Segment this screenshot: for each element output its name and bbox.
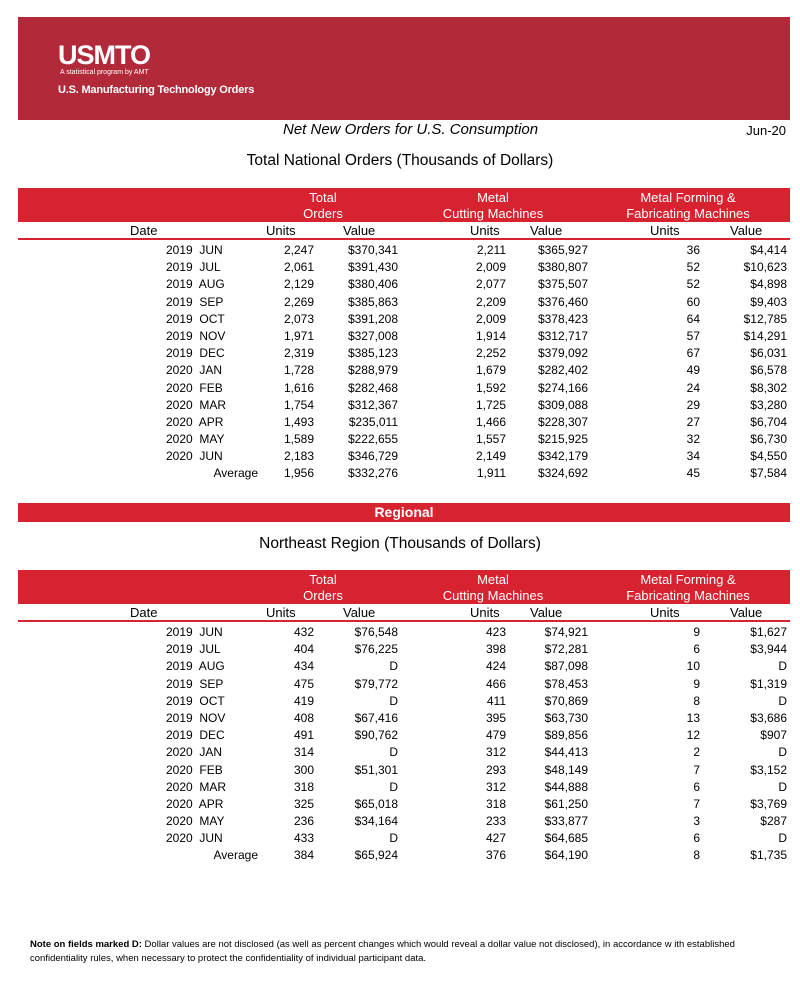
table-row bbox=[18, 311, 790, 328]
date-cell: 2020 FEB bbox=[166, 380, 223, 395]
total-units-cell: 2,183 bbox=[283, 449, 314, 464]
average-row bbox=[18, 847, 790, 864]
cutting-units-cell: 1,466 bbox=[475, 414, 506, 429]
total-units-cell: 2,061 bbox=[283, 260, 314, 275]
forming-value-cell: $12,785 bbox=[743, 311, 787, 326]
date-cell: 2020 MAR bbox=[166, 779, 227, 794]
regional-section-bar: Regional bbox=[18, 503, 790, 522]
cutting-value-cell: $70,869 bbox=[544, 693, 588, 708]
col-value: Value bbox=[530, 223, 563, 238]
date-cell: 2020 JAN bbox=[166, 745, 223, 760]
table-row bbox=[18, 294, 790, 311]
col-units: Units bbox=[470, 223, 500, 238]
forming-value-cell: D bbox=[778, 693, 787, 708]
table-row bbox=[18, 414, 790, 431]
total-units-cell: 1,728 bbox=[283, 363, 314, 378]
date-cell: 2020 MAY bbox=[166, 814, 225, 829]
forming-value-cell: D bbox=[778, 779, 787, 794]
forming-units-cell: 34 bbox=[686, 449, 700, 464]
total-units-cell: 491 bbox=[293, 728, 314, 743]
total-value-cell: D bbox=[389, 745, 398, 760]
table-row bbox=[18, 779, 790, 796]
total-units-cell: 432 bbox=[293, 625, 314, 639]
cutting-units-cell: 2,009 bbox=[475, 311, 506, 326]
date-cell: 2019 DEC bbox=[166, 728, 225, 743]
forming-units-cell: 29 bbox=[686, 397, 700, 412]
forming-value-cell: $3,152 bbox=[750, 762, 787, 777]
table-row bbox=[18, 727, 790, 744]
forming-units-cell: 64 bbox=[686, 311, 700, 326]
average-row bbox=[18, 465, 790, 482]
date-cell: 2020 JUN bbox=[166, 831, 223, 846]
forming-value-cell: $3,944 bbox=[750, 642, 787, 657]
total-units-cell: 314 bbox=[293, 745, 314, 760]
total-units-cell: 2,129 bbox=[283, 277, 314, 292]
group-total-orders: Total Orders bbox=[303, 190, 343, 221]
cutting-value-cell: $44,413 bbox=[544, 745, 588, 760]
date-cell: 2019 SEP bbox=[166, 294, 224, 309]
logo-tagline: A statistical program by AMT bbox=[60, 69, 149, 76]
total-value-cell: $312,367 bbox=[347, 397, 398, 412]
cutting-value-cell: $228,307 bbox=[537, 414, 588, 429]
cutting-units-cell: 1,679 bbox=[475, 363, 506, 378]
forming-value-cell: $6,730 bbox=[750, 432, 787, 447]
date-cell: 2019 OCT bbox=[166, 311, 225, 326]
cutting-value-cell: $89,856 bbox=[544, 728, 588, 743]
table-header bbox=[18, 570, 790, 620]
cutting-value-cell: $33,877 bbox=[544, 814, 588, 829]
date-cell: 2019 JUN bbox=[166, 625, 223, 639]
group-total-orders: Total Orders bbox=[303, 572, 343, 603]
total-units-cell: 1,956 bbox=[283, 466, 314, 481]
cutting-units-cell: 233 bbox=[485, 814, 506, 829]
date-cell: 2020 FEB bbox=[166, 762, 223, 777]
confidentiality-note bbox=[30, 938, 770, 966]
cutting-units-cell: 1,725 bbox=[475, 397, 506, 412]
cutting-units-cell: 411 bbox=[486, 693, 506, 708]
report-subtitle: Net New Orders for U.S. Consumption bbox=[283, 121, 539, 138]
forming-value-cell: $6,031 bbox=[750, 346, 787, 361]
table-row bbox=[18, 813, 790, 830]
forming-units-cell: 12 bbox=[686, 728, 700, 743]
table-row bbox=[18, 362, 790, 379]
forming-value-cell: $7,584 bbox=[750, 466, 787, 481]
total-units-cell: 1,493 bbox=[283, 414, 314, 429]
cutting-value-cell: $376,460 bbox=[537, 294, 588, 309]
cutting-value-cell: $365,927 bbox=[537, 243, 588, 257]
forming-units-cell: 49 bbox=[686, 363, 700, 378]
cutting-value-cell: $74,921 bbox=[544, 625, 588, 639]
col-value: Value bbox=[530, 605, 563, 620]
total-units-cell: 2,319 bbox=[283, 346, 314, 361]
total-value-cell: $51,301 bbox=[354, 762, 398, 777]
table-row bbox=[18, 641, 790, 658]
cutting-value-cell: $87,098 bbox=[544, 659, 588, 674]
group-metal-forming: Metal Forming & Fabricating Machines bbox=[626, 572, 750, 603]
cutting-units-cell: 479 bbox=[485, 728, 506, 743]
total-value-cell: D bbox=[389, 831, 398, 846]
group-metal-forming: Metal Forming & Fabricating Machines bbox=[626, 190, 750, 221]
total-value-cell: $346,729 bbox=[347, 449, 398, 464]
cutting-units-cell: 293 bbox=[485, 762, 506, 777]
regional-table bbox=[18, 570, 790, 863]
cutting-value-cell: $312,717 bbox=[537, 328, 588, 343]
date-cell: 2019 OCT bbox=[166, 693, 225, 708]
forming-value-cell: $4,414 bbox=[750, 243, 787, 257]
total-units-cell: 408 bbox=[293, 710, 314, 725]
date-cell: 2019 AUG bbox=[166, 659, 225, 674]
total-units-cell: 475 bbox=[293, 676, 314, 691]
forming-units-cell: 67 bbox=[686, 346, 700, 361]
date-cell: Average bbox=[213, 848, 258, 863]
total-units-cell: 404 bbox=[293, 642, 314, 657]
date-cell: 2020 APR bbox=[166, 796, 224, 811]
total-units-cell: 318 bbox=[293, 779, 314, 794]
forming-value-cell: D bbox=[778, 831, 787, 846]
cutting-units-cell: 423 bbox=[485, 625, 506, 639]
forming-units-cell: 24 bbox=[686, 380, 700, 395]
forming-units-cell: 6 bbox=[693, 642, 700, 657]
forming-units-cell: 10 bbox=[686, 659, 700, 674]
cutting-units-cell: 1,911 bbox=[476, 466, 506, 481]
forming-value-cell: $3,280 bbox=[750, 397, 787, 412]
forming-units-cell: 8 bbox=[693, 693, 700, 708]
forming-value-cell: $9,403 bbox=[750, 294, 787, 309]
cutting-units-cell: 2,209 bbox=[475, 294, 506, 309]
date-cell: 2019 JUL bbox=[166, 642, 221, 657]
total-units-cell: 384 bbox=[293, 848, 314, 863]
forming-units-cell: 52 bbox=[686, 260, 700, 275]
forming-units-cell: 52 bbox=[686, 277, 700, 292]
total-units-cell: 300 bbox=[293, 762, 314, 777]
table-row bbox=[18, 276, 790, 293]
table-body bbox=[18, 624, 790, 865]
cutting-value-cell: $375,507 bbox=[537, 277, 588, 292]
cutting-value-cell: $282,402 bbox=[537, 363, 588, 378]
table-body bbox=[18, 242, 790, 483]
total-value-cell: $380,406 bbox=[347, 277, 398, 292]
regional-title: Northeast Region (Thousands of Dollars) bbox=[259, 535, 541, 552]
cutting-units-cell: 1,592 bbox=[475, 380, 506, 395]
cutting-value-cell: $64,685 bbox=[544, 831, 588, 846]
total-value-cell: $332,276 bbox=[347, 466, 398, 481]
total-value-cell: $327,008 bbox=[347, 328, 398, 343]
total-units-cell: 1,616 bbox=[283, 380, 314, 395]
note-label: Note on fields marked D: bbox=[30, 939, 142, 950]
col-value: Value bbox=[730, 605, 763, 620]
date-cell: 2019 SEP bbox=[166, 676, 224, 691]
total-units-cell: 2,269 bbox=[283, 294, 314, 309]
group-metal-cutting: Metal Cutting Machines bbox=[442, 190, 544, 221]
forming-units-cell: 9 bbox=[693, 625, 700, 639]
cutting-value-cell: $215,925 bbox=[537, 432, 588, 447]
total-value-cell: $76,225 bbox=[354, 642, 398, 657]
total-value-cell: D bbox=[389, 659, 398, 674]
total-value-cell: $90,762 bbox=[354, 728, 398, 743]
cutting-units-cell: 2,149 bbox=[475, 449, 506, 464]
table-header bbox=[18, 188, 790, 238]
note-text: Dollar values are not disclosed (as well as percent changes which would reveal a dollar value not disclosed), in accordance w ith established confidentiality rules, when necessary to protect the confidentiality of individual participant data. bbox=[30, 939, 735, 964]
total-units-cell: 434 bbox=[293, 659, 314, 674]
cutting-units-cell: 318 bbox=[485, 796, 506, 811]
total-units-cell: 433 bbox=[293, 831, 314, 846]
cutting-value-cell: $63,730 bbox=[544, 710, 588, 725]
total-value-cell: $391,430 bbox=[347, 260, 398, 275]
cutting-units-cell: 312 bbox=[485, 779, 506, 794]
total-units-cell: 1,971 bbox=[283, 328, 314, 343]
forming-value-cell: $287 bbox=[760, 814, 787, 829]
total-value-cell: $288,979 bbox=[347, 363, 398, 378]
forming-value-cell: $6,578 bbox=[750, 363, 787, 378]
forming-units-cell: 6 bbox=[693, 831, 700, 846]
cutting-value-cell: $379,092 bbox=[537, 346, 588, 361]
cutting-value-cell: $274,166 bbox=[537, 380, 588, 395]
table-row bbox=[18, 242, 790, 259]
date-cell: 2019 NOV bbox=[166, 328, 226, 343]
date-cell: 2019 NOV bbox=[166, 710, 226, 725]
cutting-units-cell: 2,077 bbox=[475, 277, 506, 292]
total-units-cell: 2,073 bbox=[283, 311, 314, 326]
total-value-cell: $385,863 bbox=[347, 294, 398, 309]
col-units: Units bbox=[266, 605, 296, 620]
forming-value-cell: $3,686 bbox=[750, 710, 787, 725]
national-table bbox=[18, 188, 790, 481]
national-title: Total National Orders (Thousands of Dollars) bbox=[246, 152, 554, 169]
total-value-cell: $79,772 bbox=[354, 676, 398, 691]
forming-units-cell: 13 bbox=[686, 710, 700, 725]
forming-units-cell: 6 bbox=[693, 779, 700, 794]
date-cell: 2020 JUN bbox=[166, 449, 223, 464]
table-row bbox=[18, 658, 790, 675]
total-value-cell: $391,208 bbox=[347, 311, 398, 326]
date-cell: 2020 APR bbox=[166, 414, 224, 429]
date-cell: 2020 JAN bbox=[166, 363, 223, 378]
total-value-cell: D bbox=[389, 693, 398, 708]
forming-value-cell: D bbox=[778, 745, 787, 760]
table-row bbox=[18, 328, 790, 345]
forming-value-cell: $14,291 bbox=[743, 328, 787, 343]
col-value: Value bbox=[343, 605, 376, 620]
cutting-value-cell: $64,190 bbox=[544, 848, 588, 863]
total-value-cell: $65,924 bbox=[354, 848, 398, 863]
total-value-cell: $222,655 bbox=[347, 432, 398, 447]
cutting-units-cell: 424 bbox=[485, 659, 506, 674]
total-units-cell: 236 bbox=[293, 814, 314, 829]
forming-value-cell: $6,704 bbox=[750, 414, 787, 429]
table-row bbox=[18, 397, 790, 414]
cutting-value-cell: $72,281 bbox=[544, 642, 588, 657]
table-row bbox=[18, 259, 790, 276]
forming-units-cell: 57 bbox=[686, 328, 700, 343]
table-row bbox=[18, 345, 790, 362]
report-date: Jun-20 bbox=[746, 123, 786, 138]
forming-units-cell: 60 bbox=[686, 294, 700, 309]
forming-units-cell: 8 bbox=[693, 848, 700, 863]
forming-value-cell: $1,627 bbox=[750, 625, 787, 639]
forming-units-cell: 7 bbox=[693, 796, 700, 811]
table-row bbox=[18, 744, 790, 761]
forming-value-cell: D bbox=[778, 659, 787, 674]
cutting-value-cell: $309,088 bbox=[537, 397, 588, 412]
cutting-value-cell: $61,250 bbox=[544, 796, 588, 811]
total-value-cell: $76,548 bbox=[354, 625, 398, 639]
col-value: Value bbox=[730, 223, 763, 238]
total-value-cell: $385,123 bbox=[347, 346, 398, 361]
date-cell: 2019 JUN bbox=[166, 243, 223, 257]
forming-value-cell: $907 bbox=[760, 728, 787, 743]
total-value-cell: $282,468 bbox=[347, 380, 398, 395]
cutting-value-cell: $342,179 bbox=[537, 449, 588, 464]
forming-value-cell: $3,769 bbox=[750, 796, 787, 811]
group-metal-cutting: Metal Cutting Machines bbox=[442, 572, 544, 603]
cutting-value-cell: $324,692 bbox=[537, 466, 588, 481]
forming-value-cell: $1,319 bbox=[750, 676, 787, 691]
cutting-value-cell: $378,423 bbox=[537, 311, 588, 326]
date-cell: 2019 DEC bbox=[166, 346, 225, 361]
forming-value-cell: $10,623 bbox=[743, 260, 787, 275]
total-value-cell: $65,018 bbox=[354, 796, 398, 811]
total-units-cell: 325 bbox=[293, 796, 314, 811]
header-banner bbox=[18, 17, 790, 120]
col-date: Date bbox=[130, 605, 158, 620]
total-units-cell: 1,754 bbox=[283, 397, 314, 412]
forming-units-cell: 45 bbox=[686, 466, 700, 481]
date-cell: 2020 MAR bbox=[166, 397, 227, 412]
forming-value-cell: $4,898 bbox=[750, 277, 787, 292]
total-units-cell: 419 bbox=[293, 693, 314, 708]
table-row bbox=[18, 431, 790, 448]
forming-units-cell: 32 bbox=[686, 432, 700, 447]
cutting-units-cell: 466 bbox=[485, 676, 506, 691]
col-value: Value bbox=[343, 223, 376, 238]
cutting-units-cell: 427 bbox=[485, 831, 506, 846]
cutting-value-cell: $78,453 bbox=[544, 676, 588, 691]
cutting-units-cell: 2,009 bbox=[475, 260, 506, 275]
forming-value-cell: $4,550 bbox=[750, 449, 787, 464]
date-cell: 2020 MAY bbox=[166, 432, 225, 447]
total-units-cell: 1,589 bbox=[283, 432, 314, 447]
table-row bbox=[18, 762, 790, 779]
col-date: Date bbox=[130, 223, 158, 238]
cutting-units-cell: 2,252 bbox=[475, 346, 506, 361]
col-units: Units bbox=[470, 605, 500, 620]
date-cell: Average bbox=[213, 466, 258, 481]
table-row bbox=[18, 796, 790, 813]
cutting-units-cell: 395 bbox=[485, 710, 506, 725]
forming-units-cell: 7 bbox=[693, 762, 700, 777]
table-row bbox=[18, 448, 790, 465]
forming-value-cell: $1,735 bbox=[750, 848, 787, 863]
cutting-units-cell: 398 bbox=[485, 642, 506, 657]
forming-units-cell: 27 bbox=[686, 414, 700, 429]
usmto-logo: USMTO bbox=[58, 40, 151, 70]
col-units: Units bbox=[650, 223, 680, 238]
forming-units-cell: 3 bbox=[693, 814, 700, 829]
forming-units-cell: 9 bbox=[693, 676, 700, 691]
total-value-cell: $34,164 bbox=[354, 814, 398, 829]
col-units: Units bbox=[650, 605, 680, 620]
date-cell: 2019 AUG bbox=[166, 277, 225, 292]
cutting-units-cell: 376 bbox=[485, 848, 506, 863]
total-units-cell: 2,247 bbox=[283, 243, 314, 257]
table-row bbox=[18, 380, 790, 397]
cutting-units-cell: 1,914 bbox=[475, 328, 506, 343]
table-row bbox=[18, 830, 790, 847]
cutting-units-cell: 2,211 bbox=[476, 243, 506, 257]
table-row bbox=[18, 710, 790, 727]
col-units: Units bbox=[266, 223, 296, 238]
table-row bbox=[18, 676, 790, 693]
total-value-cell: $235,011 bbox=[348, 414, 398, 429]
table-row bbox=[18, 624, 790, 641]
forming-value-cell: $8,302 bbox=[750, 380, 787, 395]
cutting-value-cell: $44,888 bbox=[544, 779, 588, 794]
cutting-units-cell: 312 bbox=[485, 745, 506, 760]
cutting-units-cell: 1,557 bbox=[475, 432, 506, 447]
date-cell: 2019 JUL bbox=[166, 260, 221, 275]
cutting-value-cell: $380,807 bbox=[537, 260, 588, 275]
forming-units-cell: 36 bbox=[686, 243, 700, 257]
total-value-cell: $370,341 bbox=[347, 243, 398, 257]
program-title: U.S. Manufacturing Technology Orders bbox=[58, 84, 255, 96]
forming-units-cell: 2 bbox=[693, 745, 700, 760]
cutting-value-cell: $48,149 bbox=[544, 762, 588, 777]
total-value-cell: $67,416 bbox=[354, 710, 398, 725]
total-value-cell: D bbox=[389, 779, 398, 794]
table-row bbox=[18, 693, 790, 710]
